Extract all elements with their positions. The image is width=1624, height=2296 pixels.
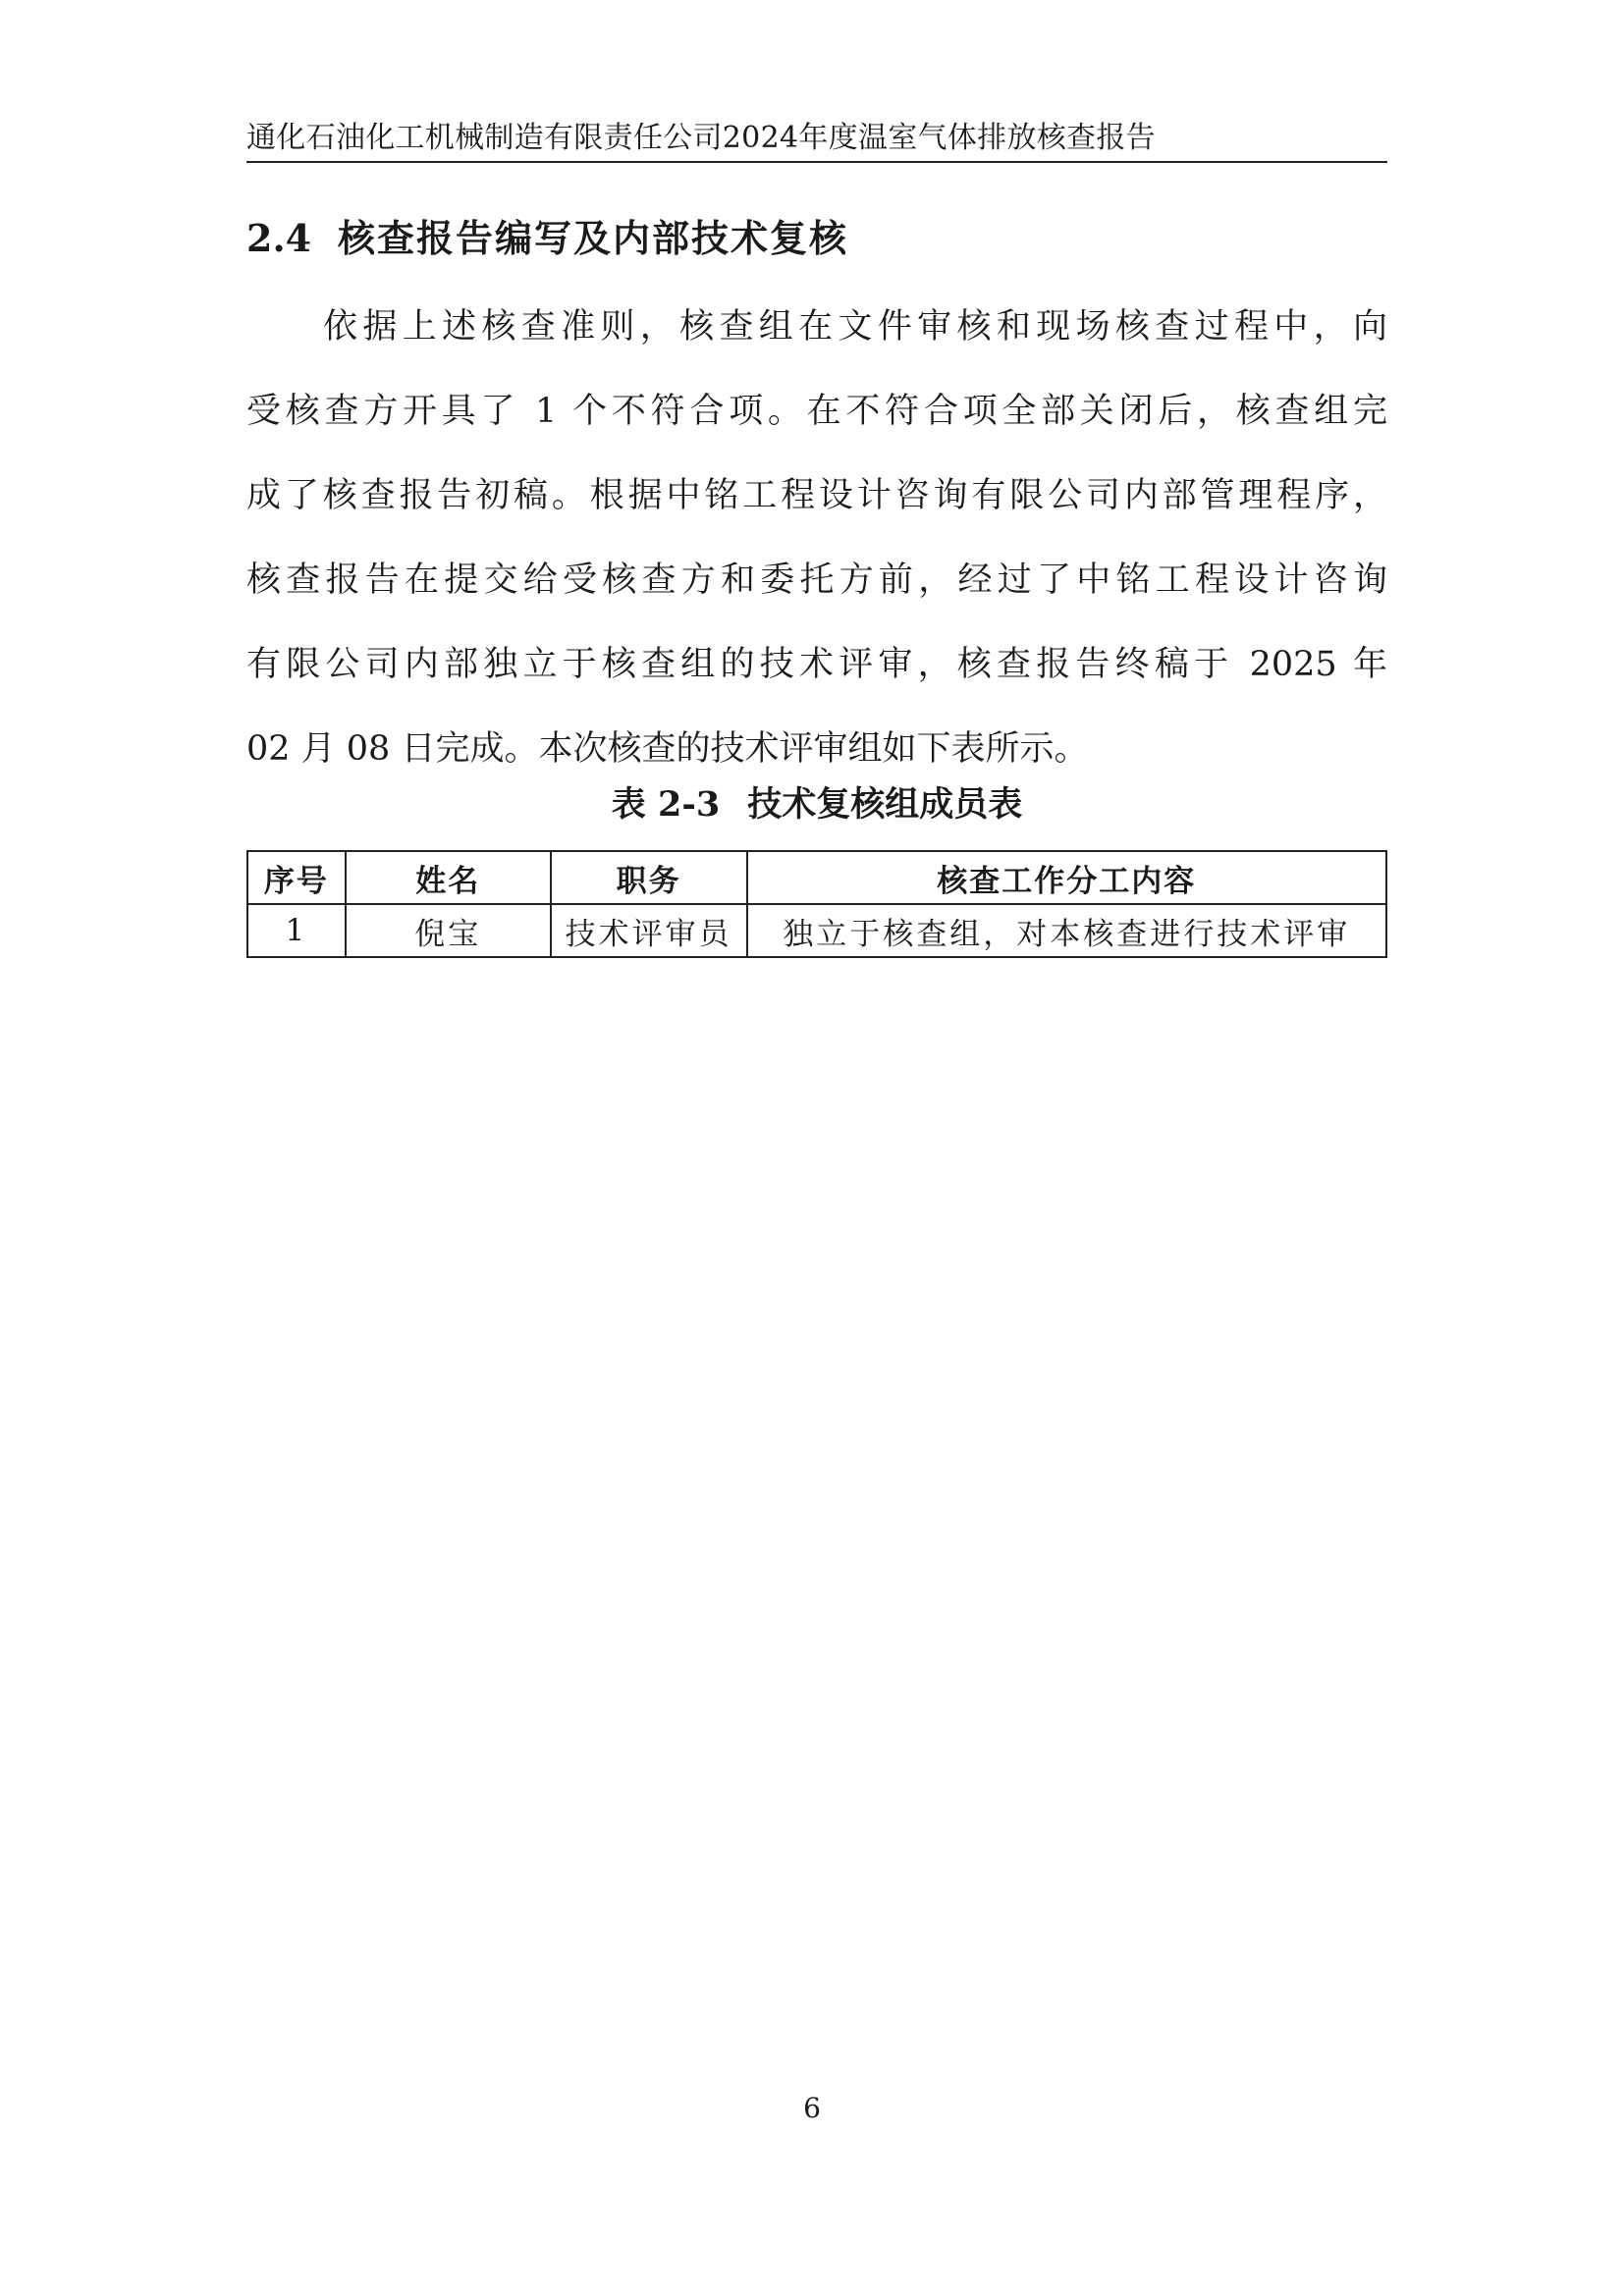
- section-heading: [246, 208, 848, 269]
- cell-duty: 独立于核查组，对本核查进行技术评审: [747, 904, 1387, 957]
- section-title: 核查报告编写及内部技术复核: [338, 216, 849, 260]
- paragraph-line: 核查报告在提交给受核查方和委托方前，经过了中铭工程设计咨询: [246, 561, 1387, 600]
- cell-name: 倪宝: [346, 904, 551, 957]
- table-caption-title: 技术复核组成员表: [747, 784, 1023, 825]
- page-header: 通化石油化工机械制造有限责任公司2024年度温室气体排放核查报告: [246, 116, 1387, 163]
- header-role: 职务: [551, 851, 747, 904]
- body-paragraph: [246, 285, 1387, 791]
- header-index: 序号: [247, 851, 346, 904]
- paragraph-line: 依据上述核查准则，核查组在文件审核和现场核查过程中，向: [323, 307, 1387, 347]
- section-number: 2.4: [246, 216, 312, 260]
- cell-index: 1: [247, 904, 346, 957]
- table-caption-number: 表 2-3: [611, 784, 721, 825]
- header-name: 姓名: [346, 851, 551, 904]
- paragraph-line: 受核查方开具了 1 个不符合项。在不符合项全部关闭后，核查组完: [246, 392, 1387, 431]
- paragraph-line: 有限公司内部独立于核查组的技术评审，核查报告终稿于 2025 年: [246, 645, 1387, 684]
- table-caption: [246, 775, 1387, 834]
- table-row: [247, 904, 1386, 957]
- paragraph-line: 成了核查报告初稿。根据中铭工程设计咨询有限公司内部管理程序，: [246, 476, 1387, 515]
- header-duty: 核查工作分工内容: [747, 851, 1387, 904]
- page-number: 6: [803, 2092, 821, 2124]
- table-header-row: [247, 851, 1386, 904]
- paragraph-line: 02 月 08 日完成。本次核查的技术评审组如下表所示。: [246, 729, 1089, 769]
- cell-role: 技术评审员: [551, 904, 747, 957]
- members-table: [246, 850, 1387, 958]
